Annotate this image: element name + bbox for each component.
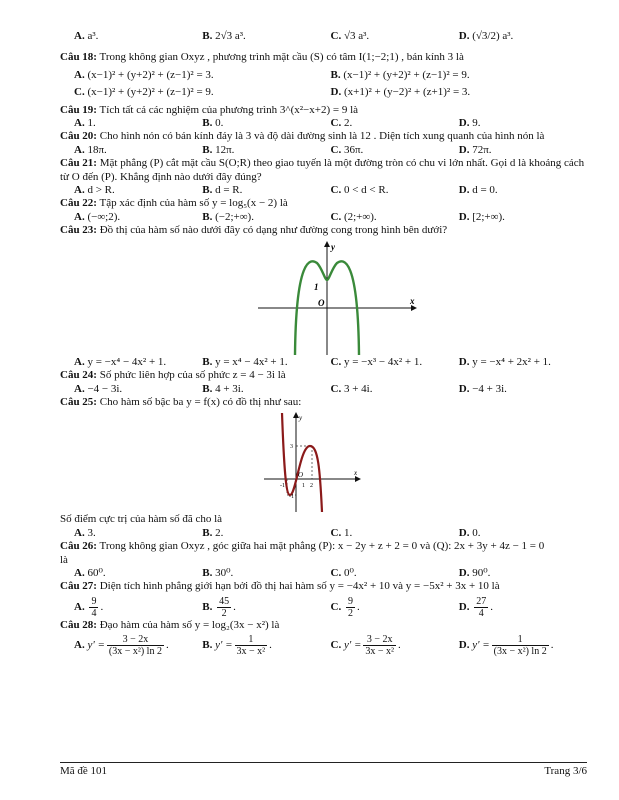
question-label: Câu 20: (60, 130, 97, 143)
fraction: $\frac{27}{4}$ (476, 595, 487, 619)
question-label: Câu 26: (60, 540, 97, 553)
question-28 (60, 619, 587, 657)
option-a[interactable]: A. (x−1)² + (y+2)² + (z−1)² = 3. (74, 68, 214, 81)
question-21 (60, 157, 587, 197)
tick-label: 1 (302, 483, 305, 490)
question-label: Câu 21: (60, 157, 97, 170)
option-b[interactable]: B. (x−1)² + (y+2)² + (z−1)² = 9. (330, 68, 470, 81)
fraction: $\frac{45}{2}$ (219, 595, 230, 619)
option-d[interactable]: D. (x+1)² + (y−2)² + (z+1)² = 3. (330, 86, 471, 99)
option-d[interactable]: D. 72π. (458, 143, 492, 156)
option-d[interactable]: D. 0. (458, 526, 481, 539)
question-label: Câu 22: (60, 197, 97, 210)
option-b[interactable]: B. $\frac{45}{2}$ . (202, 595, 236, 619)
option-d[interactable]: D. y = −x⁴ + 2x² + 1. (458, 355, 551, 368)
question-18 (60, 51, 587, 99)
option-d[interactable]: D. [2;+∞). (458, 210, 505, 223)
question-text: Số phức liên hợp của số phức z = 4 − 3i là (99, 369, 286, 382)
option-d[interactable]: D. d = 0. (458, 184, 498, 197)
option-c[interactable]: C. (2;+∞). (330, 210, 377, 223)
option-b[interactable]: B. 4 + 3i. (202, 382, 244, 395)
question-text: Trong không gian Oxyz , phương trình mặt cầu (S) có tâm I(1;−2;1) , bán kính 3 là (99, 51, 464, 64)
fraction: $\frac{3 - 2x}{\text{3x − x²}}$ (365, 634, 395, 658)
question-20 (60, 130, 587, 157)
option-b[interactable]: B. 12π. (202, 143, 235, 156)
option-a[interactable]: A. y = −x⁴ − 4x² + 1. (74, 355, 167, 368)
question-24 (60, 369, 587, 396)
question-text: Trong không gian Oxyz , góc giữa hai mặt phẳng (P): x − 2y + z + 2 = 0 và (Q): 2x + 3y + 4z − 1 = 0 (99, 540, 545, 553)
cubic-graph (60, 409, 587, 513)
page-number: Trang 3/6 (544, 765, 587, 777)
option-c[interactable]: C. 0 < d < R. (330, 184, 389, 197)
question-label: Câu 25: (60, 395, 97, 408)
option-d[interactable]: D. y' = $\frac{1}{\text{(3x − x²) ln 2}}$ . (458, 634, 554, 658)
page-footer (60, 762, 587, 778)
option-c[interactable]: C. 0⁰. (330, 566, 357, 579)
option-c[interactable]: C. $\frac{9}{2}$ . (330, 595, 360, 619)
option-b[interactable]: B. 2. (202, 526, 224, 539)
option-a[interactable]: A. (−∞;2). (74, 210, 121, 223)
question-26 (60, 540, 587, 580)
option-a[interactable]: A. −4 − 3i. (74, 382, 123, 395)
question-label: Câu 23: (60, 224, 97, 237)
origin-label: O (298, 471, 304, 480)
question-text: Tập xác định của hàm số y = log₅(x − 2) là (99, 197, 288, 210)
origin-label: O (318, 297, 325, 308)
option-a[interactable]: A. 3. (74, 526, 96, 539)
question-label: Câu 27: (60, 580, 97, 593)
question-subtext: Số điểm cực trị của hàm số đã cho là (60, 513, 223, 526)
question-label: Câu 24: (60, 369, 97, 382)
question-text: Diện tích hình phẳng giới hạn bởi đồ thị hai hàm số y = −4x² + 10 và y = −5x² + 3x + 10 là (99, 580, 500, 593)
option-c[interactable]: C. (x−1)² + (y+2)² + (z−1)² = 9. (74, 86, 214, 99)
tick-label: 2 (310, 483, 313, 490)
question-25 (60, 396, 587, 540)
x-axis-label: x (354, 469, 358, 478)
option-a[interactable]: A. 18π. (74, 143, 107, 156)
fraction: $\frac{3 - 2x}{\text{(3x − x²) ln 2}}$ (108, 634, 162, 658)
option-c[interactable]: C. y' = $\frac{3 - 2x}{\text{3x − x²}}$ . (330, 634, 401, 658)
question-17-options (60, 0, 587, 43)
option-d[interactable]: D. $\frac{27}{4}$ . (458, 595, 493, 619)
option-b[interactable]: B. y' = $\frac{1}{\text{3x − x²}}$ . (202, 634, 272, 658)
tick-label: -1 (289, 494, 294, 501)
option-a[interactable]: A. y' = $\frac{3 - 2x}{\text{(3x − x²) ln 2}}$ . (74, 634, 169, 658)
exam-code: Mã đề 101 (60, 765, 108, 777)
option-c[interactable]: C. 2. (330, 117, 353, 130)
option-a[interactable]: A. d > R. (74, 184, 115, 197)
option-c[interactable]: C. √3 a³. (330, 30, 370, 42)
fraction: $\frac{9}{2}$ (347, 595, 353, 619)
option-a[interactable]: A. a³. (74, 30, 99, 42)
question-text: Đạo hàm của hàm số y = log₂(3x − x²) là (99, 618, 280, 631)
question-text: Đồ thị của hàm số nào dưới đây có dạng như đường cong trong hình bên dưới? (99, 224, 448, 237)
option-b[interactable]: B. (−2;+∞). (202, 210, 254, 223)
option-b[interactable]: B. 2√3 a³. (202, 30, 246, 42)
y-axis-label: y (299, 414, 303, 423)
question-19 (60, 104, 587, 131)
fraction: $\frac{1}{\text{3x − x²}}$ (236, 634, 266, 658)
question-text-continued: là (60, 553, 68, 566)
option-d[interactable]: D. (√3/2) a³. (458, 30, 514, 42)
option-d[interactable]: D. 9. (458, 117, 481, 130)
question-text: Cho hàm số bậc ba y = f(x) có đồ thị như sau: (99, 395, 302, 408)
question-text: Mặt phẳng (P) cắt mặt cầu S(O;R) theo giao tuyến là một đường tròn có chu vi lớn nhất. Gọi d là khoảng cách từ O đến (P). Khẳng định nào dưới đây đúng? (60, 157, 585, 183)
x-axis-label: x (410, 295, 415, 306)
question-label: Câu 28: (60, 618, 97, 631)
option-b[interactable]: B. d = R. (202, 184, 243, 197)
quartic-graph (60, 238, 587, 356)
option-c[interactable]: C. y = −x³ − 4x² + 1. (330, 355, 423, 368)
option-d[interactable]: D. −4 + 3i. (458, 382, 507, 395)
option-a[interactable]: A. 60⁰. (74, 566, 106, 579)
option-b[interactable]: B. y = x⁴ − 4x² + 1. (202, 355, 288, 368)
question-label: Câu 19: (60, 103, 97, 116)
fraction: $\frac{1}{\text{(3x − x²) ln 2}}$ (493, 634, 547, 658)
tick-label-1: 1 (314, 281, 319, 292)
y-axis-label: y (331, 241, 335, 252)
tick-label: 3 (290, 444, 293, 451)
question-text: Cho hình nón có bán kính đáy là 3 và độ dài đường sinh là 12 . Diện tích xung quanh của hình nón là (99, 130, 545, 143)
question-23 (60, 224, 587, 369)
cubic-curve (282, 413, 322, 512)
tick-label: -1 (280, 483, 285, 490)
option-d[interactable]: D. 90⁰. (458, 566, 491, 579)
fraction: $\frac{9}{4}$ (91, 595, 97, 619)
option-c[interactable]: C. 36π. (330, 143, 364, 156)
question-text: Tích tất cả các nghiệm của phương trình 3^(x²−x+2) = 9 là (99, 103, 359, 116)
option-a[interactable]: A. 1. (74, 117, 96, 130)
question-27 (60, 580, 587, 618)
option-c[interactable]: C. 1. (330, 526, 353, 539)
question-label: Câu 18: (60, 51, 97, 64)
option-b[interactable]: B. 30⁰. (202, 566, 234, 579)
question-22 (60, 197, 587, 224)
option-c[interactable]: C. 3 + 4i. (330, 382, 373, 395)
option-b[interactable]: B. 0. (202, 117, 224, 130)
option-a[interactable]: A. $\frac{9}{4}$ . (74, 595, 104, 619)
